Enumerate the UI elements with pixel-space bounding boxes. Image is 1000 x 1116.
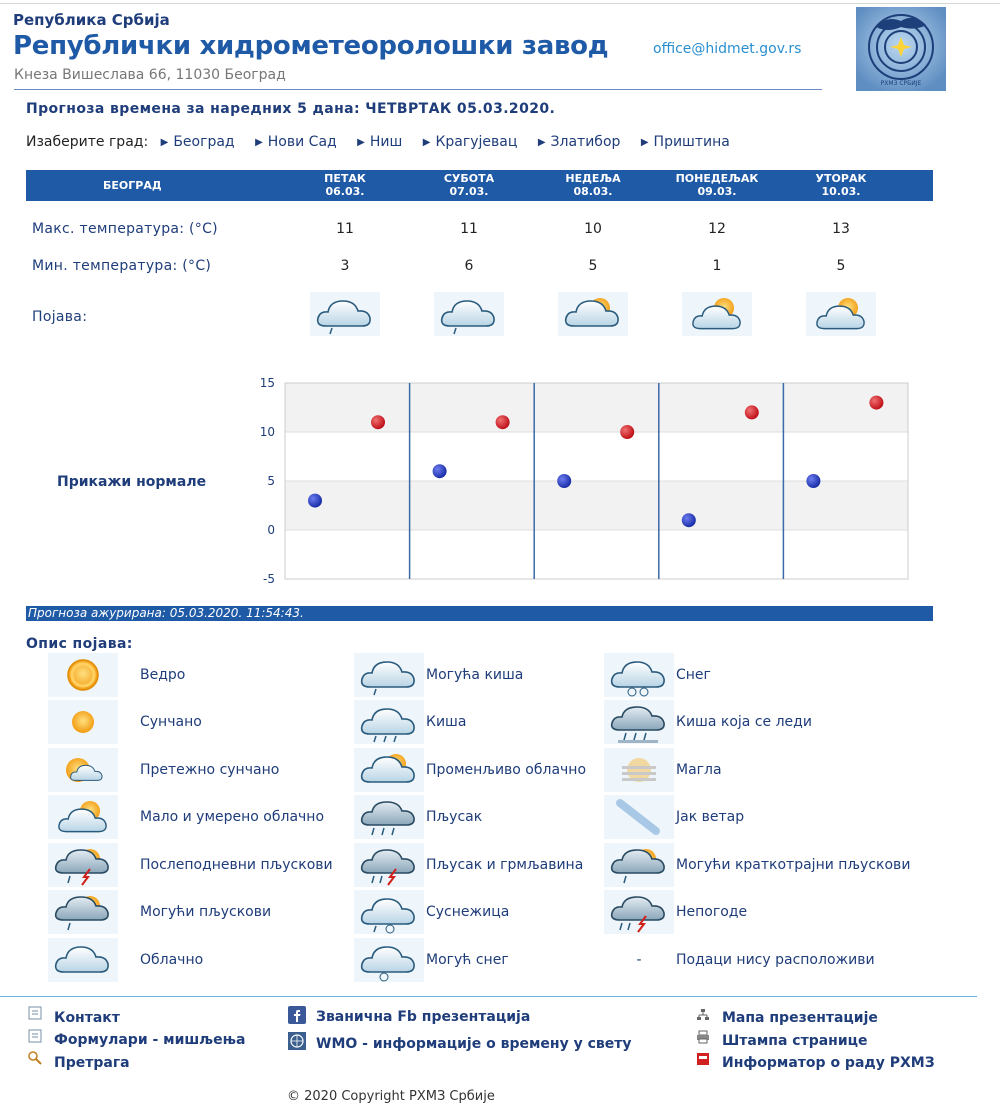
footer-link-search[interactable]: Претрага — [54, 1055, 130, 1071]
legend-label: Јак ветар — [676, 809, 745, 825]
max-temp-value: 13 — [832, 221, 850, 237]
legend-label: Могућ снег — [426, 952, 509, 968]
city-link-nis[interactable]: ▶ Ниш — [357, 134, 402, 150]
min-temp-point — [433, 464, 447, 478]
strong-wind-icon — [604, 795, 674, 839]
brief-showers-icon — [604, 843, 674, 887]
cloudy-icon — [48, 938, 118, 982]
legend-label: Могући краткотрајни пљускови — [676, 857, 911, 873]
variable-cloudy-icon — [354, 748, 424, 792]
updated-text: Прогноза ажурирана: 05.03.2020. 11:54:43. — [28, 606, 304, 620]
min-temp-value: 5 — [588, 258, 598, 274]
sleet-icon — [354, 890, 424, 934]
wmo-icon — [288, 1032, 306, 1050]
forecast-title: Прогноза времена за наредних 5 дана: ЧЕТВРТАК 05.03.2020. — [26, 101, 556, 117]
thunder-shower-icon — [354, 843, 424, 887]
y-tick-label: 0 — [267, 523, 275, 537]
possible-snow-icon — [354, 938, 424, 982]
partly-cloudy-icon — [682, 292, 752, 336]
mostly-sunny-icon — [48, 748, 118, 792]
max-temp-value: 11 — [336, 221, 354, 237]
max-temp-point — [496, 415, 510, 429]
afternoon-showers-icon — [48, 843, 118, 887]
legend-label: Непогоде — [676, 904, 748, 920]
variable-cloudy-icon — [558, 292, 628, 336]
footer-link-forms[interactable]: Формулари - мишљења — [54, 1032, 246, 1048]
y-tick-label: 15 — [259, 376, 275, 390]
shower-icon — [354, 795, 424, 839]
legend-label: Киша која се леди — [676, 714, 812, 730]
fog-icon — [604, 748, 674, 792]
partly-cloudy-icon — [806, 292, 876, 336]
freezing-rain-icon — [604, 700, 674, 744]
clear-sun-icon — [48, 653, 118, 697]
forecast-table-header — [26, 170, 933, 201]
min-temp-value: 1 — [712, 258, 722, 274]
max-temp-point — [620, 425, 634, 439]
max-temp-point — [371, 415, 385, 429]
city-link-pristina[interactable]: ▶ Приштина — [641, 134, 730, 150]
no-data-dash: - — [636, 952, 642, 968]
chart-band — [285, 481, 908, 530]
legend-title: Опис појава: — [26, 636, 133, 652]
legend-label: Ведро — [140, 667, 186, 683]
legend-label: Облачно — [140, 952, 204, 968]
footer-link-print[interactable]: Штампа странице — [722, 1033, 868, 1049]
print-icon — [696, 1030, 710, 1044]
contact-icon — [28, 1006, 42, 1020]
sitemap-icon — [696, 1008, 710, 1022]
legend-label: Снег — [676, 667, 711, 683]
min-temp-value: 6 — [464, 258, 474, 274]
legend-label: Променљиво облачно — [426, 762, 587, 778]
choose-city-label: Изаберите град: — [26, 134, 149, 150]
storm-icon — [604, 890, 674, 934]
y-tick-label: 10 — [259, 425, 275, 439]
legend-label: Сунчано — [140, 714, 202, 730]
day-header: СУБОТА 07.03. — [443, 172, 495, 198]
y-tick-label: 5 — [267, 474, 275, 488]
search-icon — [28, 1051, 42, 1065]
legend-label: Подаци нису расположиви — [676, 952, 875, 968]
min-temp-point — [557, 474, 571, 488]
pdf-icon — [696, 1052, 710, 1066]
sunny-icon — [48, 700, 118, 744]
chart-band — [285, 530, 908, 579]
copyright: © 2020 Copyright РХМЗ Србије — [287, 1089, 495, 1104]
show-normals-link[interactable]: Прикажи нормале — [57, 474, 207, 490]
footer-link-wmo[interactable]: WMO - информације о времену у свету — [316, 1036, 632, 1052]
footer-divider — [0, 996, 977, 997]
svg-text:РХМЗ СРБИЈЕ: РХМЗ СРБИЈЕ — [880, 80, 922, 87]
chart-band — [285, 432, 908, 481]
max-temp-value: 10 — [584, 221, 602, 237]
email-link[interactable]: office@hidmet.gov.rs — [653, 41, 802, 57]
rhmz-logo-icon — [856, 7, 946, 91]
possible-rain-icon — [354, 653, 424, 697]
day-header: ПЕТАК 06.03. — [324, 172, 366, 198]
legend-label: Магла — [676, 762, 722, 778]
possible-showers-icon — [48, 890, 118, 934]
footer-link-contact[interactable]: Контакт — [54, 1010, 120, 1026]
selected-city: БЕОГРАД — [103, 179, 162, 192]
max-temp-point — [745, 405, 759, 419]
possible-rain-icon — [310, 292, 380, 336]
min-temp-value: 5 — [836, 258, 846, 274]
legend-label: Послеподневни пљускови — [140, 857, 333, 873]
rain-icon — [354, 700, 424, 744]
legend-label: Мало и умерено облачно — [140, 809, 325, 825]
temperature-chart — [250, 372, 915, 587]
header-divider — [14, 89, 822, 90]
city-link-kragujevac[interactable]: ▶ Крагујевац — [423, 134, 518, 150]
min-temp-value: 3 — [340, 258, 350, 274]
address: Кнеза Вишеслава 66, 11030 Београд — [14, 67, 286, 83]
updated-bar — [26, 606, 933, 621]
rhmz-logo[interactable] — [856, 7, 946, 91]
legend-label: Могући пљускови — [140, 904, 272, 920]
partly-cloudy-icon — [48, 795, 118, 839]
possible-rain-icon — [434, 292, 504, 336]
max-temp-value: 11 — [460, 221, 478, 237]
max-temp-label: Макс. температура: (°C) — [32, 221, 218, 237]
legend-label: Суснежица — [426, 904, 510, 920]
legend-label: Киша — [426, 714, 467, 730]
top-border — [0, 3, 1000, 4]
legend-label: Могућа киша — [426, 667, 524, 683]
legend-label: Пљусак и грмљавина — [426, 857, 584, 873]
institute-title: Републички хидрометеоролошки завод — [13, 31, 609, 61]
max-temp-value: 12 — [708, 221, 726, 237]
max-temp-point — [869, 396, 883, 410]
facebook-icon — [288, 1006, 306, 1024]
snow-icon — [604, 653, 674, 697]
min-temp-label: Мин. температура: (°C) — [32, 258, 212, 274]
day-header: УТОРАК 10.03. — [815, 172, 867, 198]
city-selector — [26, 134, 746, 150]
min-temp-point — [806, 474, 820, 488]
legend-label: Пљусак — [426, 809, 483, 825]
day-header: НЕДЕЉА 08.03. — [565, 172, 621, 198]
day-header: ПОНЕДЕЉАК 09.03. — [675, 172, 759, 198]
footer-link-facebook[interactable]: Званична Fb презентација — [316, 1009, 531, 1025]
city-link-beograd[interactable]: ▶ Београд — [161, 134, 235, 150]
footer-link-sitemap[interactable]: Мапа презентације — [722, 1010, 878, 1026]
min-temp-point — [682, 513, 696, 527]
city-link-novi-sad[interactable]: ▶ Нови Сад — [255, 134, 337, 150]
forms-icon — [28, 1029, 42, 1043]
y-tick-label: -5 — [263, 572, 275, 586]
min-temp-point — [308, 494, 322, 508]
legend-label: Претежно сунчано — [140, 762, 280, 778]
republic-label: Република Србија — [13, 11, 170, 29]
footer-link-informator[interactable]: Информатор о раду РХМЗ — [722, 1055, 935, 1071]
phenomenon-label: Појава: — [32, 309, 88, 325]
city-link-zlatibor[interactable]: ▶ Златибор — [538, 134, 621, 150]
